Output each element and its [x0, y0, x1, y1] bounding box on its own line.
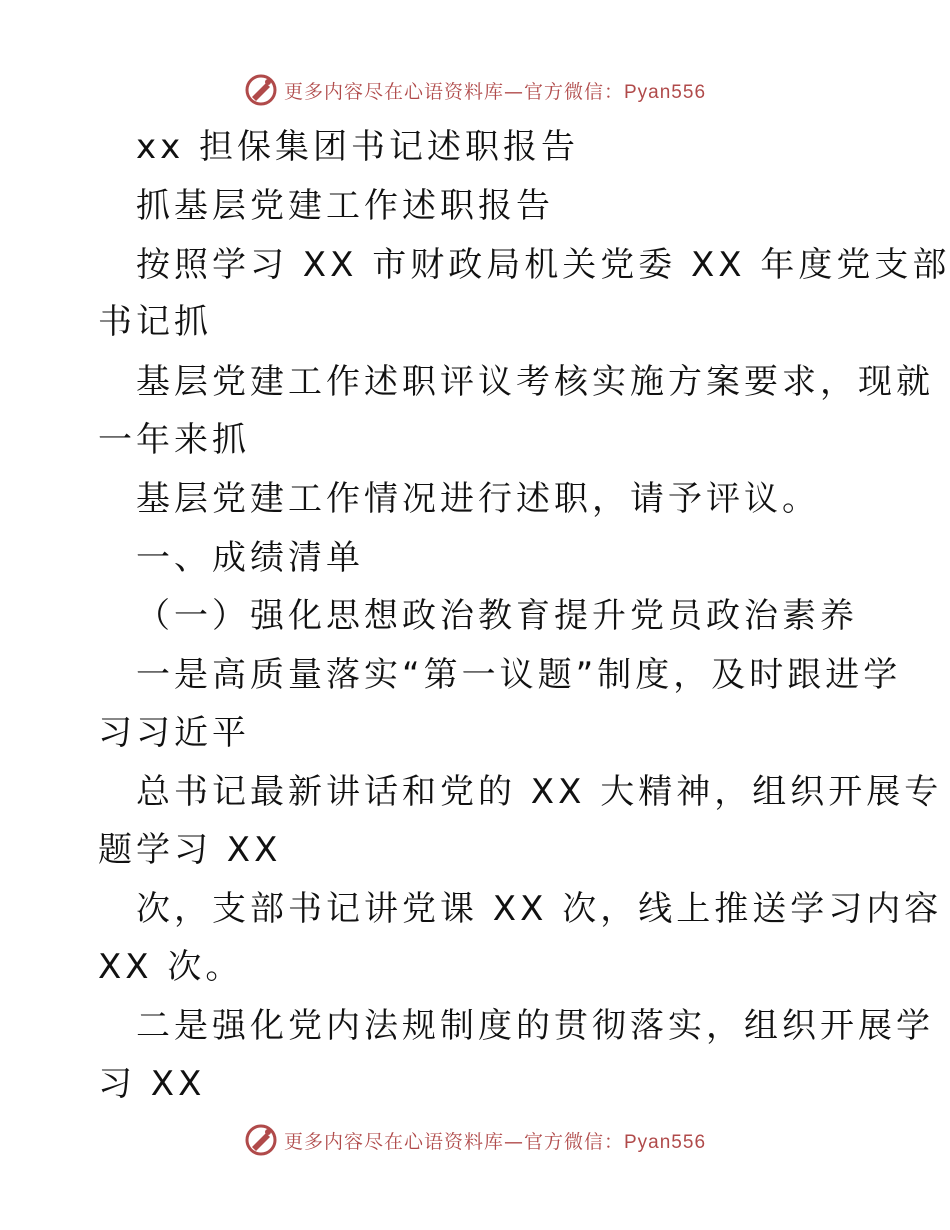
paragraph-line: 按照学习 XX 市财政局机关党委 XX 年度党支部: [136, 245, 950, 285]
paragraph-line: 习习近平: [98, 713, 250, 753]
paragraph-line: 基层党建工作情况进行述职，请予评议。: [136, 479, 820, 519]
paragraph-line: 二是强化党内法规制度的贯彻落实，组织开展学: [136, 1006, 934, 1046]
paragraph-line: XX 次。: [98, 947, 244, 987]
paragraph-line: 次，支部书记讲党课 XX 次，线上推送学习内容: [136, 889, 943, 929]
paragraph-line: 总书记最新讲话和党的 XX 大精神，组织开展专: [136, 772, 943, 812]
paragraph-line: 书记抓: [98, 302, 212, 342]
doc-title: xx 担保集团书记述职报告: [136, 127, 580, 167]
paragraph-line: 习 XX: [98, 1064, 206, 1104]
watermark-text: 更多内容尽在心语资料库—官方微信：Pyan556: [283, 80, 707, 103]
paragraph-line: 一是高质量落实“第一议题”制度，及时跟进学: [136, 655, 902, 695]
watermark-logo-icon: [244, 73, 278, 107]
footer-watermark: [0, 1120, 950, 1160]
header-watermark: [0, 70, 950, 110]
paragraph-line: 一年来抓: [98, 420, 250, 460]
doc-subtitle: 抓基层党建工作述职报告: [136, 186, 554, 226]
subsection-heading: （一）强化思想政治教育提升党员政治素养: [136, 596, 858, 636]
watermark-logo-icon: [244, 1123, 278, 1157]
watermark-text: 更多内容尽在心语资料库—官方微信：Pyan556: [283, 1130, 707, 1153]
section-heading: 一、成绩清单: [136, 538, 364, 578]
paragraph-line: 基层党建工作述职评议考核实施方案要求，现就: [136, 362, 934, 402]
paragraph-line: 题学习 XX: [98, 830, 282, 870]
